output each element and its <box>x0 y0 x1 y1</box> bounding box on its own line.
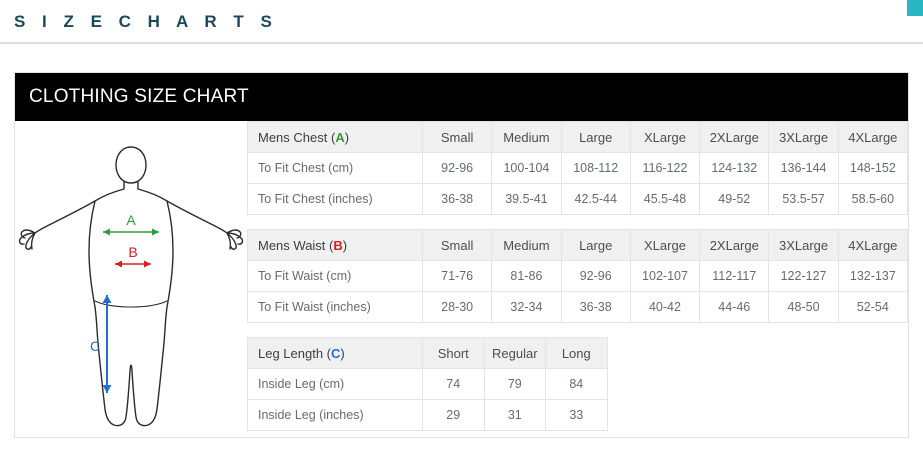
cell: 49-52 <box>700 184 769 215</box>
table-header-row <box>248 338 608 369</box>
table-header-row <box>248 122 908 153</box>
col-regular: Regular <box>484 338 546 369</box>
col-2xlarge: 2XLarge <box>700 122 769 153</box>
col-2xlarge: 2XLarge <box>700 230 769 261</box>
col-small: Small <box>423 230 492 261</box>
cell: 71-76 <box>423 261 492 292</box>
cell: 84 <box>546 369 608 400</box>
letter-c: C <box>331 345 341 361</box>
col-4xlarge: 4XLarge <box>838 230 907 261</box>
table-spacer <box>247 215 908 229</box>
col-short: Short <box>423 338 485 369</box>
cell: 44-46 <box>700 292 769 323</box>
cell: 102-107 <box>630 261 699 292</box>
table-row <box>248 292 908 323</box>
cell: 36-38 <box>561 292 630 323</box>
cell: 42.5-44 <box>561 184 630 215</box>
cell: 58.5-60 <box>838 184 907 215</box>
cell: 112-117 <box>700 261 769 292</box>
col-large: Large <box>561 230 630 261</box>
cell: 81-86 <box>492 261 561 292</box>
row-label: Inside Leg (inches) <box>248 400 423 431</box>
cell: 53.5-57 <box>769 184 838 215</box>
cell: 92-96 <box>423 153 492 184</box>
cell: 28-30 <box>423 292 492 323</box>
cell: 32-34 <box>492 292 561 323</box>
cell: 52-54 <box>838 292 907 323</box>
row-label: To Fit Waist (inches) <box>248 292 423 323</box>
col-4xlarge: 4XLarge <box>838 122 907 153</box>
cell: 45.5-48 <box>630 184 699 215</box>
clothing-size-chart-panel <box>14 72 909 438</box>
col-long: Long <box>546 338 608 369</box>
table-leg-length <box>247 337 608 431</box>
cell: 48-50 <box>769 292 838 323</box>
cell: 33 <box>546 400 608 431</box>
row-label: To Fit Chest (inches) <box>248 184 423 215</box>
table-spacer <box>247 323 908 337</box>
col-3xlarge: 3XLarge <box>769 122 838 153</box>
col-medium: Medium <box>492 230 561 261</box>
chart-body <box>15 121 908 437</box>
table-title-leg-length: Leg Length (C) <box>248 338 423 369</box>
col-medium: Medium <box>492 122 561 153</box>
cell: 39.5-41 <box>492 184 561 215</box>
size-tables <box>247 121 908 431</box>
table-row <box>248 184 908 215</box>
cell: 36-38 <box>423 184 492 215</box>
cell: 100-104 <box>492 153 561 184</box>
cell: 136-144 <box>769 153 838 184</box>
page-title: S I Z E C H A R T S <box>14 12 278 31</box>
col-small: Small <box>423 122 492 153</box>
title-divider <box>0 42 923 44</box>
table-title-mens-waist: Mens Waist (B) <box>248 230 423 261</box>
cell: 108-112 <box>561 153 630 184</box>
row-label: Inside Leg (cm) <box>248 369 423 400</box>
col-xlarge: XLarge <box>630 230 699 261</box>
table-row <box>248 153 908 184</box>
col-large: Large <box>561 122 630 153</box>
table-row <box>248 261 908 292</box>
table-header-row <box>248 230 908 261</box>
cell: 132-137 <box>838 261 907 292</box>
row-label: To Fit Waist (cm) <box>248 261 423 292</box>
cell: 148-152 <box>838 153 907 184</box>
letter-a: A <box>335 129 345 145</box>
figure-label-c: C <box>89 338 101 354</box>
mannequin-diagram-icon <box>17 125 245 437</box>
cell: 116-122 <box>630 153 699 184</box>
cell: 74 <box>423 369 485 400</box>
table-row <box>248 369 608 400</box>
figure-label-a: A <box>126 212 136 228</box>
figure-label-b: B <box>128 244 138 260</box>
cell: 40-42 <box>630 292 699 323</box>
letter-b: B <box>333 237 343 253</box>
body-measurement-figure <box>15 121 247 437</box>
chart-header-title: CLOTHING SIZE CHART <box>15 73 908 121</box>
corner-accent-badge <box>907 0 923 16</box>
table-mens-chest <box>247 121 908 215</box>
table-row <box>248 400 608 431</box>
cell: 122-127 <box>769 261 838 292</box>
row-label: To Fit Chest (cm) <box>248 153 423 184</box>
col-3xlarge: 3XLarge <box>769 230 838 261</box>
table-title-mens-chest: Mens Chest (A) <box>248 122 423 153</box>
cell: 92-96 <box>561 261 630 292</box>
cell: 29 <box>423 400 485 431</box>
cell: 31 <box>484 400 546 431</box>
cell: 79 <box>484 369 546 400</box>
cell: 124-132 <box>700 153 769 184</box>
col-xlarge: XLarge <box>630 122 699 153</box>
table-mens-waist <box>247 229 908 323</box>
